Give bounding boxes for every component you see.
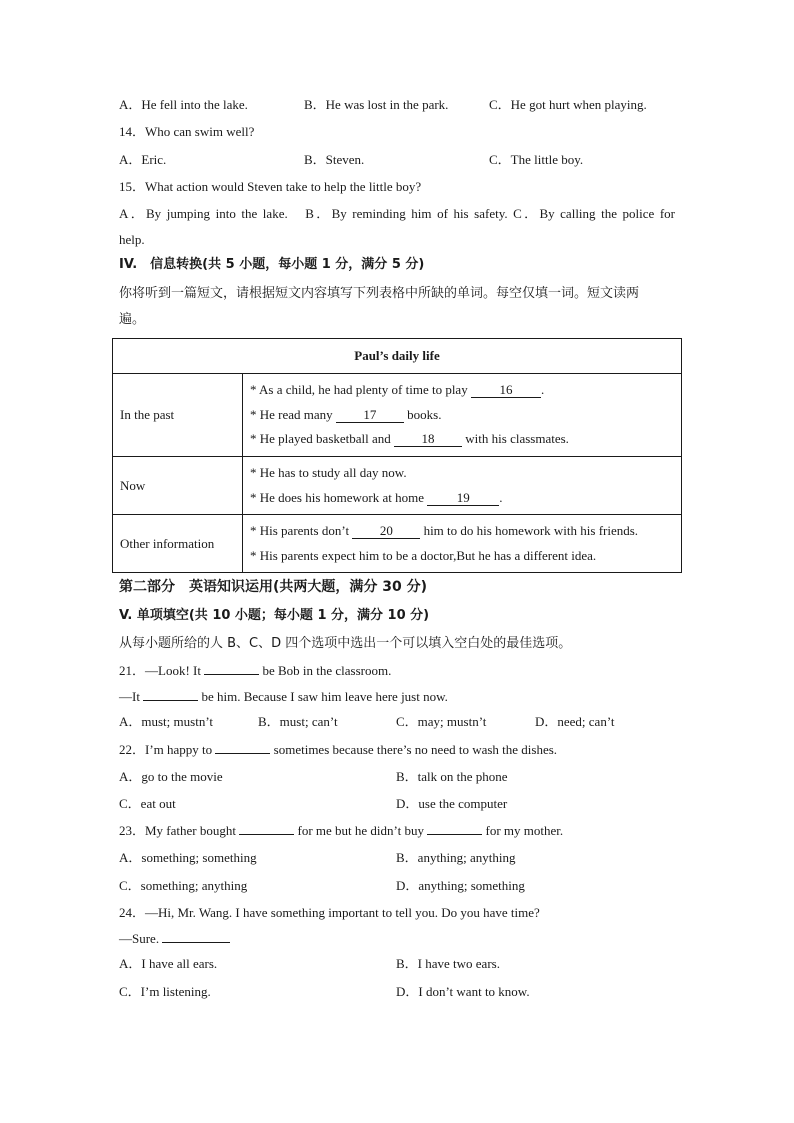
- text: for my mother.: [482, 823, 564, 838]
- table-line: * He has to study all day now.: [250, 465, 407, 480]
- q24-option-d: D．I don’t want to know.: [396, 984, 530, 999]
- row-label-other: Other information: [113, 515, 243, 573]
- q23-stem: [119, 822, 563, 840]
- blank-18: 18: [394, 432, 462, 447]
- q14-option-b: B．Steven.: [304, 152, 365, 167]
- section4-heading: IV. 信息转换(共 5 小题，每小题 1 分，满分 5 分): [119, 257, 425, 272]
- section4-instruction-2: 遍。: [119, 312, 146, 327]
- answer-blank: [239, 834, 294, 835]
- q14-option-a: A．Eric.: [119, 152, 167, 167]
- q22-option-a: A．go to the movie: [119, 769, 223, 784]
- text: .: [499, 489, 503, 505]
- row-content-past: [243, 374, 682, 457]
- q15-stem: 15．What action would Steven take to help the little boy?: [119, 179, 422, 194]
- q21-option-a: A．must; mustn’t: [119, 714, 214, 729]
- section5-instruction: 从每小题所给的人 B、C、D 四个选项中选出一个可以填入空白处的最佳选项。: [119, 636, 572, 651]
- table-line: [250, 403, 681, 428]
- q13-option-b: B．He was lost in the park.: [304, 97, 449, 112]
- text: .: [540, 382, 545, 398]
- text: for me but he didn’t buy: [294, 823, 428, 838]
- text: 21．—Look! It: [119, 663, 205, 678]
- table-row: [113, 457, 682, 515]
- table-line: [250, 378, 681, 403]
- q21-line-2: [119, 688, 448, 706]
- answer-blank: [215, 753, 270, 754]
- q23-option-a: A．something; something: [119, 850, 257, 865]
- text: be Bob in the classroom.: [259, 663, 392, 678]
- blank-20: 20: [352, 524, 420, 539]
- part2-heading: 第二部分 英语知识运用(共两大题，满分 30 分): [119, 579, 428, 595]
- row-content-now: [243, 457, 682, 515]
- q21-line-1: [119, 662, 391, 680]
- q13-option-a: A．He fell into the lake.: [119, 97, 248, 112]
- section5-heading: V. 单项填空(共 10 小题；每小题 1 分，满分 10 分): [119, 608, 430, 623]
- text: be him. Because I saw him leave here just now.: [198, 689, 448, 704]
- q23-option-c: C．something; anything: [119, 878, 248, 893]
- q15-options-wrap: help.: [119, 232, 145, 247]
- text: * He read many: [250, 406, 336, 422]
- info-table: [112, 338, 682, 573]
- blank-19: 19: [427, 491, 499, 506]
- table-line: [250, 427, 681, 452]
- q24-option-a: A．I have all ears.: [119, 956, 218, 971]
- text: him to do his homework with his friends.: [420, 523, 639, 538]
- text: —Sure.: [119, 931, 163, 946]
- text: sometimes because there’s no need to wash the dishes.: [270, 742, 558, 757]
- q21-option-d: D．need; can’t: [535, 714, 615, 729]
- text: with his classmates.: [462, 431, 569, 447]
- q21-option-c: C．may; mustn’t: [396, 714, 487, 729]
- q22-option-b: B．talk on the phone: [396, 769, 508, 784]
- table-title: Paul’s daily life: [113, 339, 682, 374]
- row-content-other: [243, 515, 682, 573]
- answer-blank: [162, 942, 230, 943]
- q22-stem: [119, 741, 557, 759]
- text: books.: [403, 406, 442, 422]
- q23-option-b: B．anything; anything: [396, 850, 516, 865]
- q24-line-2: [119, 930, 230, 948]
- text: 22．I’m happy to: [119, 742, 216, 757]
- answer-blank: [143, 700, 198, 701]
- table-row: [113, 374, 682, 457]
- q15-options: A．By jumping into the lake. B．By reminding him of his safety. C．By calling the police for: [119, 206, 675, 221]
- answer-blank: [427, 834, 482, 835]
- q22-option-d: D．use the computer: [396, 796, 508, 811]
- row-label-past: In the past: [113, 374, 243, 457]
- row-label-now: Now: [113, 457, 243, 515]
- answer-blank: [204, 674, 259, 675]
- text: * He played basketball and: [250, 431, 395, 447]
- blank-17: 17: [336, 408, 404, 423]
- q22-option-c: C．eat out: [119, 796, 176, 811]
- text: * He does his homework at home: [250, 489, 428, 505]
- text: * As a child, he had plenty of time to play: [250, 382, 471, 398]
- text: —It: [119, 689, 144, 704]
- q24-option-c: C．I’m listening.: [119, 984, 211, 999]
- q21-option-b: B．must; can’t: [258, 714, 338, 729]
- q14-option-c: C．The little boy.: [489, 152, 584, 167]
- table-line: [250, 486, 681, 511]
- table-line: * His parents expect him to be a doctor,But he has a different idea.: [250, 547, 597, 563]
- text: 23．My father bought: [119, 823, 240, 838]
- blank-16: 16: [471, 383, 541, 398]
- text: * His parents don’t: [250, 523, 353, 538]
- q13-option-c: C．He got hurt when playing.: [489, 97, 647, 112]
- q24-option-b: B．I have two ears.: [396, 956, 500, 971]
- q14-stem: 14．Who can swim well?: [119, 124, 255, 139]
- q23-option-d: D．anything; something: [396, 878, 525, 893]
- table-row: [113, 515, 682, 573]
- section4-instruction-1: 你将听到一篇短文，请根据短文内容填写下列表格中所缺的单词。每空仅填一词。短文读两: [119, 286, 640, 301]
- q24-line-1: 24．—Hi, Mr. Wang. I have something important to tell you. Do you have time?: [119, 905, 540, 920]
- table-line: [250, 519, 681, 544]
